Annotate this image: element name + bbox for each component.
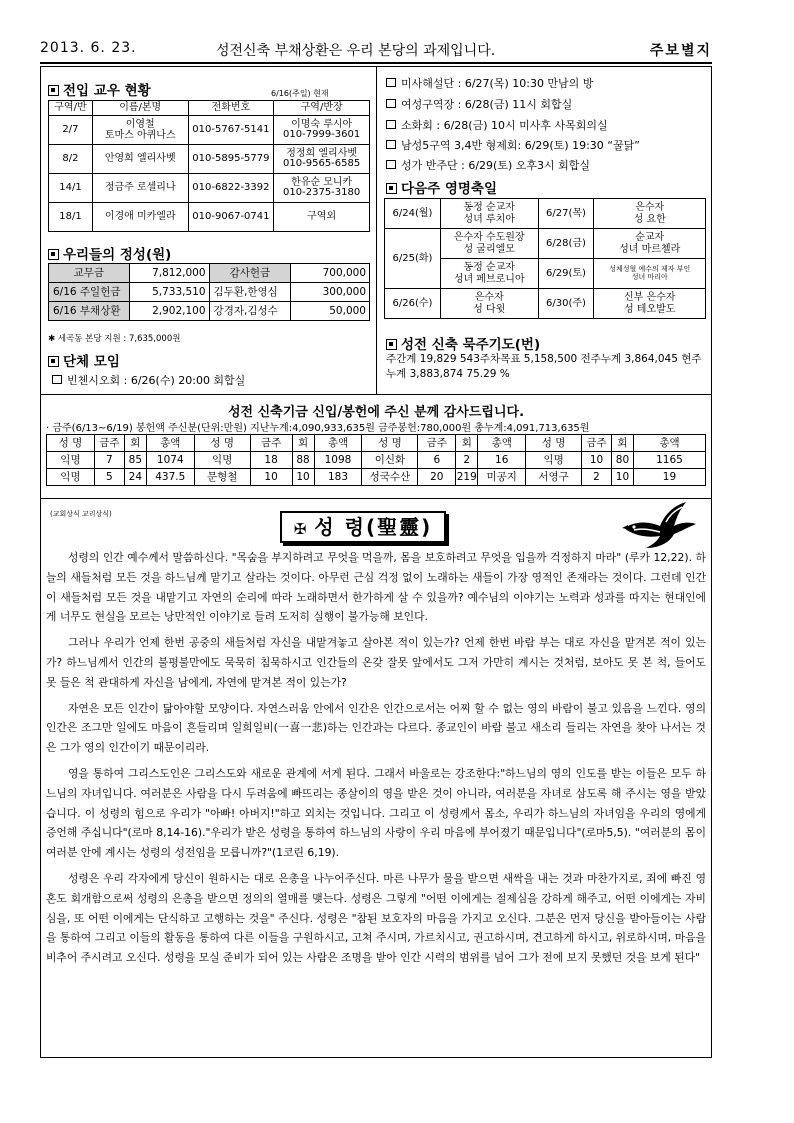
table-cell: 219: [456, 469, 478, 486]
table-cell: 5: [94, 469, 124, 486]
divider-essay: [40, 498, 712, 499]
feast-table: [384, 198, 706, 319]
table-cell: 성국수산: [362, 469, 418, 486]
offering-note: ✱ 세곡동 본당 지원 : 7,635,000원: [48, 334, 181, 344]
table-row: 8/2 안영희 엘리사벳 010-5895-5779 정정희 엘리사벳 010-9565-6585: [49, 145, 370, 174]
table-cell: 183: [314, 469, 362, 486]
table-header-row: [47, 435, 706, 452]
section-label: 주보별지: [649, 43, 712, 59]
table-cell: 1165: [633, 452, 705, 469]
essay-paragraph: 영을 통하여 그리스도인은 그리스도와 새로운 관계에 서게 된다. 그래서 바울로는 강조한다:"하느님의 영의 인도를 받는 이들은 모두 하느님의 자녀입니다. 여러분은 사람을 다시 두려움에 빠뜨리는 종살이의 영을 받은 것이 아니라, 여러분을 자녀로 삼도록 해 주시는 영을 받았습니다. 이 성령의 힘으로 우리가 "아빠! 아버지!"하고 외치는 것입니다. 그리고 이 성령께서 몸소, 우리가 하느님의 자녀임을 우리의 영에게 증언해 주십니다"(로마 8,14-16)."우리가 받은 성령을 통하여 하느님의 사랑이 우리 마음에 부어졌기 때문입니다"(로마5,5). "여러분의 몸이 여러분 안에 계시는 성령의 성전임을 모릅니까?"(1코린 6,19).: [46, 766, 707, 860]
divider-donation: [40, 394, 712, 395]
col-header: 총액: [478, 435, 526, 452]
offering-title: 우리들의 정성(원): [48, 243, 171, 263]
col-header: 금주: [582, 435, 612, 452]
col-header: 성 명: [526, 435, 582, 452]
table-cell: 서영구: [526, 469, 582, 486]
table-cell: 437.5: [146, 469, 194, 486]
essay-paragraph: 그러나 우리가 언제 한번 공중의 새들처럼 자신을 내맡겨놓고 살아본 적이 있는가? 언제 한번 바람 부는 대로 자신을 맡겨본 적이 있는가? 하느님께서 인간의 불평불만에도 묵묵히 침묵하시고 인간들의 온갖 잘못 앞에서도 그저 가만히 계시는 것처럼, 보아도 못 본 척, 들어도 못 들은 척 관대하게 자신을 남에게, 자연에 맡겨본 적이 있는가?: [46, 636, 706, 689]
table-cell: 익명: [47, 469, 95, 486]
col-header: 금주: [250, 435, 292, 452]
table-cell: 미공지: [478, 469, 526, 486]
prayer-stats: 주간계 19,829 543주차목표 5,158,500 전주누계 3,864,045 현주누계 3,883,874 75.29 %: [386, 353, 702, 380]
col-header: 회: [124, 435, 146, 452]
essay-body: [46, 548, 706, 974]
table-header-row: [49, 101, 370, 116]
table-cell: 문형철: [194, 469, 250, 486]
table-cell: 19: [633, 469, 705, 486]
teachers-title: 전입 교우 현황: [48, 79, 151, 99]
notice-item: 미사해설단 : 6/27(목) 10:30 만남의 방: [386, 75, 593, 91]
col-header: 총액: [146, 435, 194, 452]
col-header: 총액: [633, 435, 705, 452]
table-cell: 익명: [47, 452, 95, 469]
table-cell: 16: [478, 452, 526, 469]
teachers-table: [48, 100, 370, 232]
col-header: 금주: [94, 435, 124, 452]
table-cell: 24: [124, 469, 146, 486]
square-bullet-icon: [386, 183, 397, 194]
cross-icon: ✠: [293, 520, 307, 538]
notice-item: 남성5구역 3,4반 형제회: 6/29(토) 19:30 “꿀닭”: [386, 137, 640, 153]
prayer-title: 성전 신축 묵주기도(번): [386, 333, 540, 353]
square-bullet-icon: [386, 339, 397, 350]
col-header: 이름/본명: [92, 101, 188, 116]
col-header: 구역/반: [49, 101, 93, 116]
table-row: 6/26(수) 은수자 성 다윗 6/30(주) 신부 은수자 성 테오발도: [385, 289, 706, 319]
table-row: [47, 452, 706, 469]
table-row: [47, 469, 706, 486]
notice-item: 소화회 : 6/28(금) 10시 미사후 사목회의실: [386, 117, 608, 133]
table-cell: 7: [94, 452, 124, 469]
table-row: 18/1 이경애 미카엘라 010-9067-0741 구역외: [49, 203, 370, 232]
donation-title: 성전 신축기금 신입/봉헌에 주신 분께 감사드립니다.: [227, 405, 525, 420]
table-cell: 20: [418, 469, 456, 486]
table-row: 동정 순교자 성녀 페브로니아 6/29(토) 성체성혈 예수의 제자 부인 성녀 마리아: [385, 259, 706, 289]
table-cell: 10: [250, 469, 292, 486]
col-header: 회: [456, 435, 478, 452]
table-cell: 80: [612, 452, 634, 469]
table-cell: 1074: [146, 452, 194, 469]
feast-title: 다음주 영명축일: [386, 177, 497, 197]
notice-item: 성가 반주단 : 6/29(토) 오후3시 회합실: [386, 157, 590, 173]
table-cell: 익명: [194, 452, 250, 469]
essay-title: ✠ 성 령(聖靈): [280, 511, 446, 543]
essay-paragraph: 자연은 모든 인간이 닮아야할 모양이다. 자연스러움 안에서 인간은 인간으로서는 어찌 할 수 없는 영의 바람이 불고 있음을 느낀다. 영의 인간은 조그만 일에도 마음이 흔들리며 일희일비(一喜一悲)하는 인간과는 다르다. 종교인이 바람 불고 새소리 들리는 자연을 찾아 나서는 것은 그가 영의 인간이기 때문이리라.: [46, 701, 706, 755]
table-row: 6/25(화) 은수자 수도원장 성 굴리엘모 6/28(금) 순교자 성녀 마르첼라: [385, 229, 706, 259]
table-cell: 10: [582, 452, 612, 469]
col-header: 성 명: [362, 435, 418, 452]
col-header: 성 명: [194, 435, 250, 452]
square-bullet-icon: [48, 249, 59, 260]
square-bullet-icon: [48, 356, 59, 367]
col-header: 전화번호: [188, 101, 274, 116]
table-row: 2/7 이영철 토마스 아퀴나스 010-5767-5141 이명숙 루시아 010-7999-3601: [49, 116, 370, 145]
essay-paragraph: 성령의 인간 예수께서 말씀하신다. "목숨을 부지하려고 무엇을 먹을까, 몸을 보호하려고 무엇을 입을까 걱정하지 마라" (루카 12,22). 하늘의 새들처럼 모든 것을 하느님께 맡기고 살라는 것이다. 아무런 근심 걱정 없이 노래하는 새들이 가장 영적인 존재라는 것이다. 그런데 인간이 새들처럼 모든 것을 내맡기고 자연의 순리에 따라 노래하면서 한가하게 살 수 있을까? 예수님의 이야기는 노력과 성과를 따지는 현대인에게 너무도 현실을 모르는 낭만적인 이야기로 들려 도저히 실행이 불가능해 보인다.: [46, 551, 706, 624]
offering-table: [48, 263, 370, 321]
square-bullet-icon: [48, 85, 59, 96]
table-cell: 익명: [526, 452, 582, 469]
table-row: 6/16 부채상환 2,902,100 강경자,김성수 50,000: [49, 302, 370, 321]
bulletin-date: 2013. 6. 23.: [40, 40, 137, 56]
donation-table: [46, 434, 706, 486]
group-item: 빈첸시오회 : 6/26(수) 20:00 회합실: [52, 372, 245, 388]
groups-title: 단체 모임: [48, 350, 120, 370]
col-header: 금주: [418, 435, 456, 452]
table-cell: 88: [292, 452, 314, 469]
col-header: 성 명: [47, 435, 95, 452]
col-header: 구역/반장: [274, 101, 370, 116]
header-motto: 성전신축 부채상환은 우리 본당의 과제입니다.: [216, 43, 496, 59]
essay-source: (교회상식 교리상식): [50, 510, 112, 518]
table-cell: 85: [124, 452, 146, 469]
page-header: [40, 38, 712, 64]
table-row: 6/24(월) 동정 순교자 성녀 루치아 6/27(목) 은수자 성 요한: [385, 199, 706, 229]
table-cell: 10: [292, 469, 314, 486]
teachers-note: 6/16(주일) 현재: [271, 89, 329, 98]
table-cell: 1098: [314, 452, 362, 469]
table-row: 14/1 정금주 로셀리나 010-6822-3392 한유순 모니카 010-2375-3180: [49, 174, 370, 203]
table-cell: 6: [418, 452, 456, 469]
col-header: 총액: [314, 435, 362, 452]
notice-item: 여성구역장 : 6/28(금) 11시 회합실: [386, 96, 572, 112]
col-header: 회: [612, 435, 634, 452]
col-header: 회: [292, 435, 314, 452]
column-divider: [376, 66, 377, 394]
table-cell: 2: [456, 452, 478, 469]
donation-summary: · 금주(6/13~6/19) 봉헌액 주신분(단위:만원) 지난누계:4,090,933,635원 금주봉헌:780,000원 총누계:4,091,713,635원: [46, 423, 590, 434]
table-row: 교무금 7,812,000 감사헌금 700,000: [49, 264, 370, 283]
table-cell: 10: [612, 469, 634, 486]
table-row: 6/16 주일헌금 5,733,510 김두환,한영심 300,000: [49, 283, 370, 302]
table-cell: 이신화: [362, 452, 418, 469]
table-cell: 18: [250, 452, 292, 469]
table-cell: 2: [582, 469, 612, 486]
essay-paragraph: 성령은 우리 각자에게 당신이 원하시는 대로 은총을 나누어주신다. 마른 나무가 물을 받으면 새싹을 내는 것과 마찬가지로, 죄에 빠진 영혼도 회개함으로써 성령의 은총을 받으면 정의의 열매를 맺는다. 성령은 그렇게 "어떤 이에게는 절제심을 강하게 해주고, 어떤 이에게는 자비심을, 또 어떤 이에게는 단식하고 고행하는 것을" 주신다. 성령은 "참된 보호자의 마음을 가지고 오신다. 그분은 먼저 당신을 받아들이는 사람을 통하여 그리고 이들의 활동을 통하여 다른 이들을 구원하시고, 고쳐 주시며, 가르치시고, 권고하시며, 견고하게 하시고, 위로하시며, 마음을 비추어 주시려고 오신다. 성령을 모실 준비가 되어 있는 사람은 조명을 받아 인간 시력의 범위를 넘어 그가 전에 보지 못했던 것을 보게 된다": [46, 871, 706, 965]
